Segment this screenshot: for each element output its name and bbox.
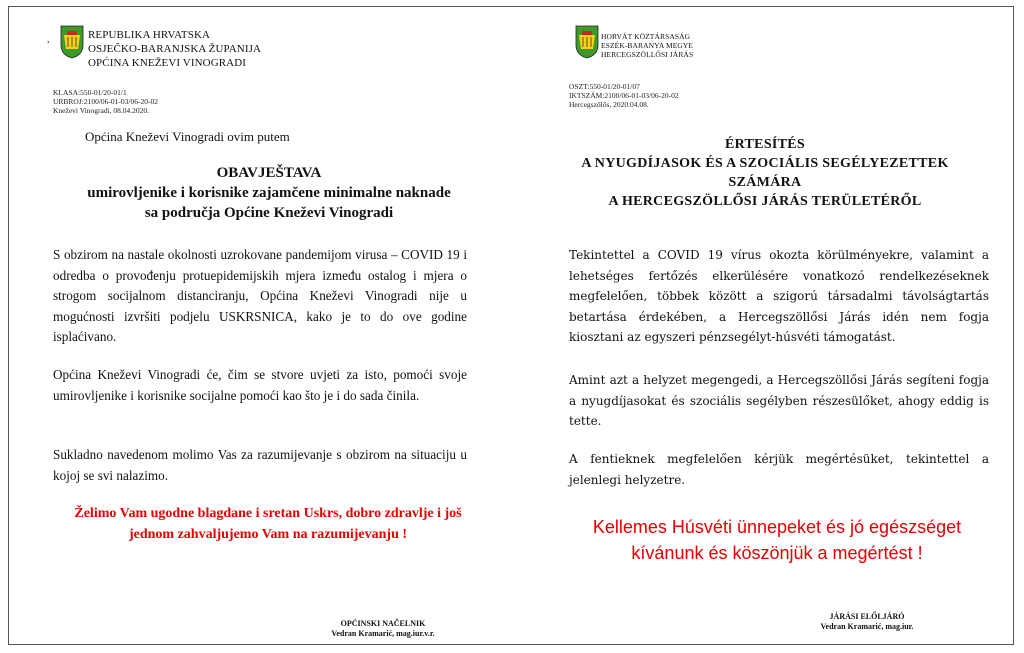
letterhead-line: ESZÉK-BARANYA MEGYE [601, 41, 694, 50]
signature-name: Vedran Kramarić, mag.iur.v.r. [331, 629, 435, 638]
title-line: ÉRTESÍTÉS [724, 137, 806, 152]
signature-title: OPĆINSKI NAČELNIK [340, 619, 426, 628]
municipality-crest-icon [575, 25, 599, 59]
left-paragraph: Općina Kneževi Vinogradi će, čim se stvore uvjeti za isto, pomoći svoje umirovljenike i korisnike socijalne pomoći kao što je i do sada činila. [53, 367, 467, 403]
right-title [517, 135, 1013, 211]
reference-line: Hercegszőlős, 2020.04.08. [569, 100, 649, 109]
croatian-notice [9, 7, 517, 644]
reference-line: URBROJ:2100/06-01-03/06-20-02 [53, 97, 158, 106]
signature-name: Vedran Kramarić, mag.iur. [820, 622, 914, 631]
hungarian-notice [517, 7, 1013, 644]
title-line: A HERCEGSZÖLLŐSI JÁRÁS TERÜLETÉRŐL [608, 194, 922, 209]
left-reference-block [53, 88, 158, 115]
reference-line: OSZT:550-01/20-01/07 [569, 82, 640, 91]
right-signature [787, 612, 947, 632]
title-line: OBAVJEŠTAVA [216, 165, 322, 181]
right-letterhead [601, 32, 693, 59]
left-signature [303, 619, 463, 639]
letterhead-line: OSJEČKO-BARANJSKA ŽUPANIJA [88, 43, 262, 55]
left-intro-text: Općina Kneževi Vinogradi ovim putem [85, 129, 290, 144]
reference-line: IKTSZÁM:2100/06-01-03/06-20-02 [569, 91, 679, 100]
left-paragraph: S obzirom na nastale okolnosti uzrokovane pandemijom virusa – COVID 19 i odredba o provođenju protuepidemijskih mjera između ostalog i mjera o strogom socijalnom distanciranju, Općina Kneževi Vinogradi nije u mogućnosti izvršiti podjelu USKRSNICA, kako je to do ove godine isplaćivano. [53, 247, 467, 344]
municipality-crest-icon [60, 25, 84, 59]
right-paragraph: A fentieknek megfelelően kérjük megértésüket, tekintettel a jelenlegi helyzetre. [569, 452, 989, 487]
notice-frame [8, 6, 1014, 645]
right-greeting: Kellemes Húsvéti ünnepeket és jó egészséget kívánunk és köszönjük a megértést ! [592, 517, 962, 563]
left-title [29, 163, 509, 223]
title-line: SZÁMÁRA [728, 175, 802, 190]
left-greeting: Želimo Vam ugodne blagdane i sretan Uskrs, dobro zdravlje i još jednom zahvaljujemo Vam na razumijevanju ! [74, 506, 462, 542]
right-paragraph: Tekintettel a COVID 19 vírus okozta körülményekre, valamint a lehetséges fertőzés elkerülésére vonatkozó rendelkezéseknek megfelelően, többek között a szigorú társadalmi távolságtartás betartása érdekében, a Hercegszöllősi Járás idén nem fogja kiosztani az egyszeri pénzsegélyt-húsvéti támogatást. [569, 248, 989, 344]
left-letterhead [88, 28, 261, 70]
reference-line: Kneževi Vinogradi, 08.04.2020. [53, 106, 150, 115]
letterhead-line: HORVÁT KÖZTÁRSASÁG [601, 32, 691, 41]
margin-mark: , [47, 34, 50, 45]
letterhead-line: OPĆINA KNEŽEVI VINOGRADI [88, 57, 247, 69]
title-line: sa područja Općine Kneževi Vinogradi [144, 205, 394, 221]
right-paragraph: Amint azt a helyzet megengedi, a Hercegszöllősi Járás segíteni fogja a nyugdíjasokat és szociális segélyben részesülőket, ahogy eddig is tette. [569, 373, 989, 428]
right-reference-block [569, 82, 679, 109]
reference-line: KLASA:550-01/20-01/1 [53, 88, 127, 97]
left-paragraph: Sukladno navedenom molimo Vas za razumijevanje s obzirom na situaciju u kojoj se svi nalazimo. [53, 447, 467, 483]
title-line: A NYUGDÍJASOK ÉS A SZOCIÁLIS SEGÉLYEZETTEK [581, 156, 949, 171]
title-line: umirovljenike i korisnike zajamčene minimalne naknade [87, 185, 451, 201]
letterhead-line: HERCEGSZÖLLŐSI JÁRÁS [601, 50, 694, 59]
letterhead-line: REPUBLIKA HRVATSKA [88, 29, 211, 41]
signature-title: JÁRÁSI ELŐLJÁRÓ [829, 612, 905, 621]
